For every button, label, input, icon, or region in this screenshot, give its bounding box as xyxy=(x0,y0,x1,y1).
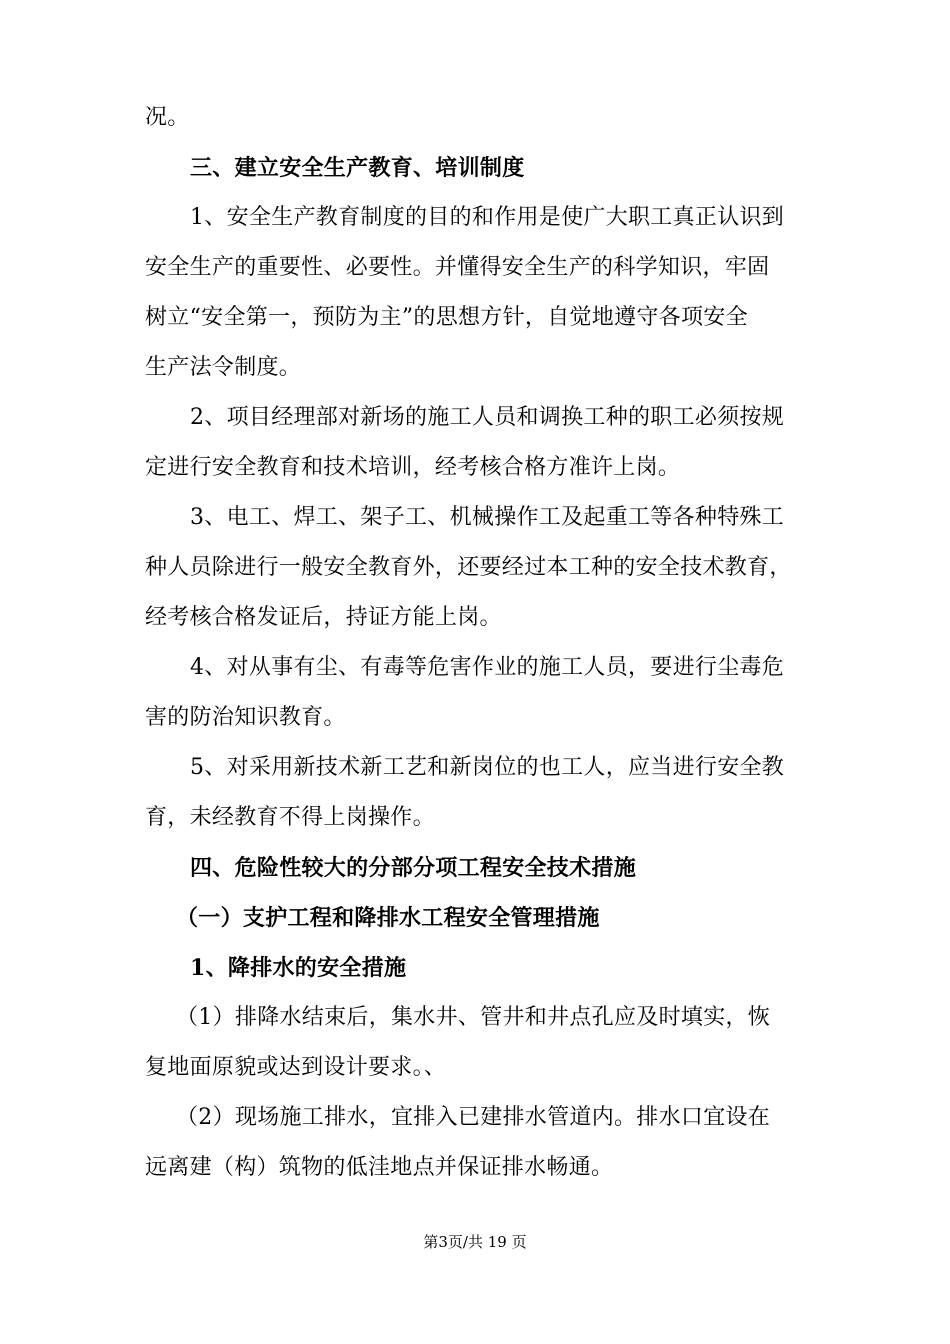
subsection-heading: （一）支护工程和降排水工程安全管理措施 xyxy=(176,905,600,931)
paragraph-line: 5、对采用新技术新工艺和新岗位的也工人，应当进行安全教 xyxy=(190,755,785,780)
paragraph-line: 复地面原貌或达到设计要求。、 xyxy=(145,1055,447,1080)
paragraph-line: 2、项目经理部对新场的施工人员和调换工种的职工必须按规 xyxy=(190,405,785,430)
paragraph-line: （2）现场施工排水，宜排入已建排水管道内。排水口宜设在 xyxy=(176,1105,771,1130)
paragraph-line: 经考核合格发证后，持证方能上岗。 xyxy=(145,605,502,630)
page-footer: 第3页/共 19 页 xyxy=(423,1233,527,1251)
paragraph-line: 况。 xyxy=(145,105,190,130)
paragraph-line: 生产法令制度。 xyxy=(145,355,302,380)
item-heading: 1、降排水的安全措施 xyxy=(190,955,407,981)
paragraph-line: 害的防治知识教育。 xyxy=(145,705,346,730)
paragraph-line: 1、安全生产教育制度的目的和作用是使广大职工真正认识到 xyxy=(190,205,785,230)
paragraph-line: 4、对从事有尘、有毒等危害作业的施工人员，要进行尘毒危 xyxy=(190,655,785,680)
paragraph-line: 树立“安全第一，预防为主”的思想方针，自觉地遵守各项安全 xyxy=(145,305,748,330)
paragraph-line: 安全生产的重要性、必要性。并懂得安全生产的科学知识，牢固 xyxy=(145,255,770,280)
paragraph-line: （1）排降水结束后，集水井、管井和井点孔应及时填实，恢 xyxy=(176,1005,771,1030)
paragraph-line: 种人员除进行一般安全教育外，还要经过本工种的安全技术教育， xyxy=(145,555,792,580)
paragraph-line: 育，未经教育不得上岗操作。 xyxy=(145,805,435,830)
paragraph-line: 定进行安全教育和技术培训，经考核合格方准许上岗。 xyxy=(145,455,681,480)
paragraph-line: 3、电工、焊工、架子工、机械操作工及起重工等各种特殊工 xyxy=(190,505,785,530)
section-heading: 三、建立安全生产教育、培训制度 xyxy=(190,155,525,181)
section-heading: 四、危险性较大的分部分项工程安全技术措施 xyxy=(190,855,637,881)
paragraph-line: 远离建（构）筑物的低洼地点并保证排水畅通。 xyxy=(145,1155,614,1180)
